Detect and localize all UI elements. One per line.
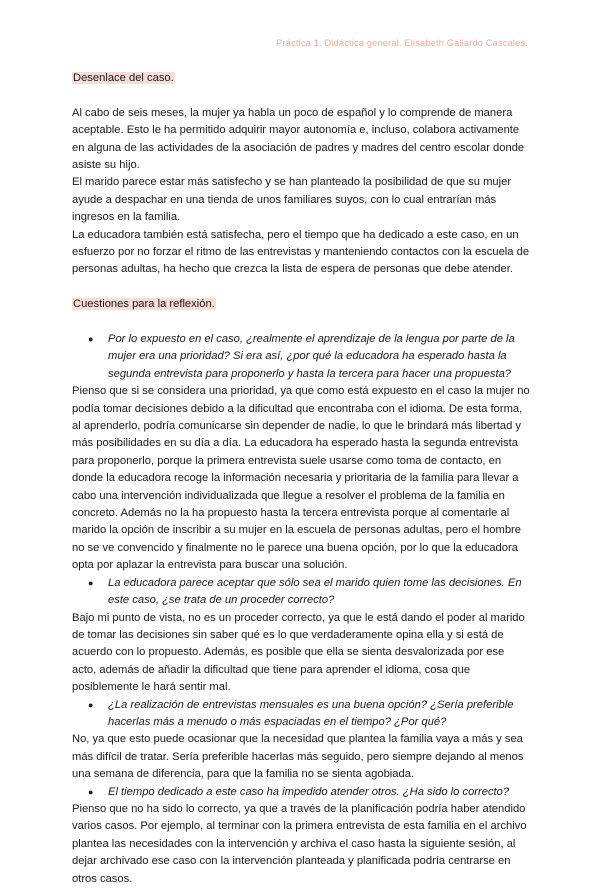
paragraph: La educadora también está satisfecha, pero el tiempo que ha dedicado a este caso, en un esfuerzo por no forzar el ritmo de las entrevistas y manteniendo contactos con la escuela de personas adultas, ha hecho que crezca la lista de espera de personas que debe atender. — [72, 228, 530, 276]
question-text: El tiempo dedicado a este caso ha impedido atender otros. ¿Ha sido lo correcto? — [108, 785, 510, 798]
paragraph: El marido parece estar más satisfecho y se han planteado la posibilidad de que su mujer ayude a despachar en una tienda de unos familiares suyos, con lo cual entrarían más ingresos en la familia. — [72, 176, 512, 224]
question-item — [72, 697, 530, 732]
page-header: Práctica 1. Didáctica general. Elisabeth Gallardo Cascales. — [276, 38, 528, 48]
question-item — [72, 784, 530, 801]
question-text: La educadora parece aceptar que sólo sea el marido quien tome las decisiones. En este caso, ¿se trata de un proceder correcto? — [108, 576, 522, 607]
bullet-icon: ● — [88, 334, 94, 345]
document-body — [72, 70, 530, 888]
answer-text: No, ya que esto puede ocasionar que la necesidad que plantea la familia vaya a más y sea más difícil de tratar. Sería preferible hacerlas más seguido, pero siempre dejando al menos una semana de diferencia, para que la familia no se sienta agobiada. — [72, 733, 524, 781]
section-heading-outcome-text: Desenlace del caso. — [73, 72, 174, 84]
answer-text: Pienso que no ha sido lo correcto, ya que a través de la planificación podría haber atendido varios casos. Por ejemplo, al terminar con la primera entrevista de esta familia en el archivo plantea las necesidades con la intervención y archiva el caso hasta la siguiente sesión, al dejar archivado ese caso con la intervención planteada y planificada podría centrarse en otros casos. — [72, 802, 527, 885]
answer-text: Pienso que si se considera una prioridad, ya que como está expuesto en el caso la mujer no podía tomar decisiones debido a la dificultad que encontraba con el idioma. De esta forma, al aprenderlo, podría comunicarse sin depender de nadie, lo que le brindará más libertad y más posibilidades en su día a día. La educadora ha esperado hasta la segunda entrevista para proponerlo, porque la primera entrevista suele usarse como toma de contacto, en donde la educadora recoge la información necesaria y prioritaria de la familia para llevar a cabo una intervención individualizada que llegue a resolver el problema de la familia en concreto. Además no la ha propuesto hasta la tercera entrevista porque al comentarle al marido la opción de inscribir a su mujer en la escuela de personas adultas, pero el hombre no se ve convencido y finalmente no le parece una buena opción, por lo que la educadora opta por aplazar la entrevista para buscar una solución. — [72, 385, 530, 572]
section-heading-outcome — [72, 70, 530, 87]
question-item — [72, 575, 530, 610]
paragraph: Al cabo de seis meses, la mujer ya habla un poco de español y lo comprende de manera aceptable. Esto le ha permitido adquirir mayor autonomía e, incluso, colabora activamente en alguna de las actividades de la asociación de padres y madres del centro escolar donde asiste su hijo. — [72, 106, 525, 171]
question-text: ¿La realización de entrevistas mensuales es una buena opción? ¿Sería preferible hacerlas más a menudo o más espaciadas en el tiempo? ¿Por qué? — [108, 698, 514, 728]
bullet-icon: ● — [88, 577, 94, 588]
question-item — [72, 331, 530, 383]
question-text: Por lo expuesto en el caso, ¿realmente el aprendizaje de la lengua por parte de la mujer era una prioridad? Si era así, ¿por qué la educadora ha esperado hasta la segunda entrevista para proponerlo y hasta la tercera para hacer una propuesta? — [108, 333, 515, 380]
answer-text: Bajo mi punto de vista, no es un proceder correcto, ya que le está dando el poder al marido de tomar las decisiones sin saber qué es lo que verdaderamente opina ella y si está de acuerdo con lo propuesto. Además, es posible que ella se sienta desvalorizada por ese acto, además de añadir la dificultad que tiene para aprender el idioma, cosa que posiblemente le hará sentir mal. — [72, 611, 525, 694]
section-heading-questions-text: Cuestiones para la reflexión. — [73, 298, 215, 311]
bullet-icon: ● — [88, 786, 94, 797]
bullet-icon: ● — [88, 699, 94, 710]
section-heading-questions — [72, 296, 530, 313]
